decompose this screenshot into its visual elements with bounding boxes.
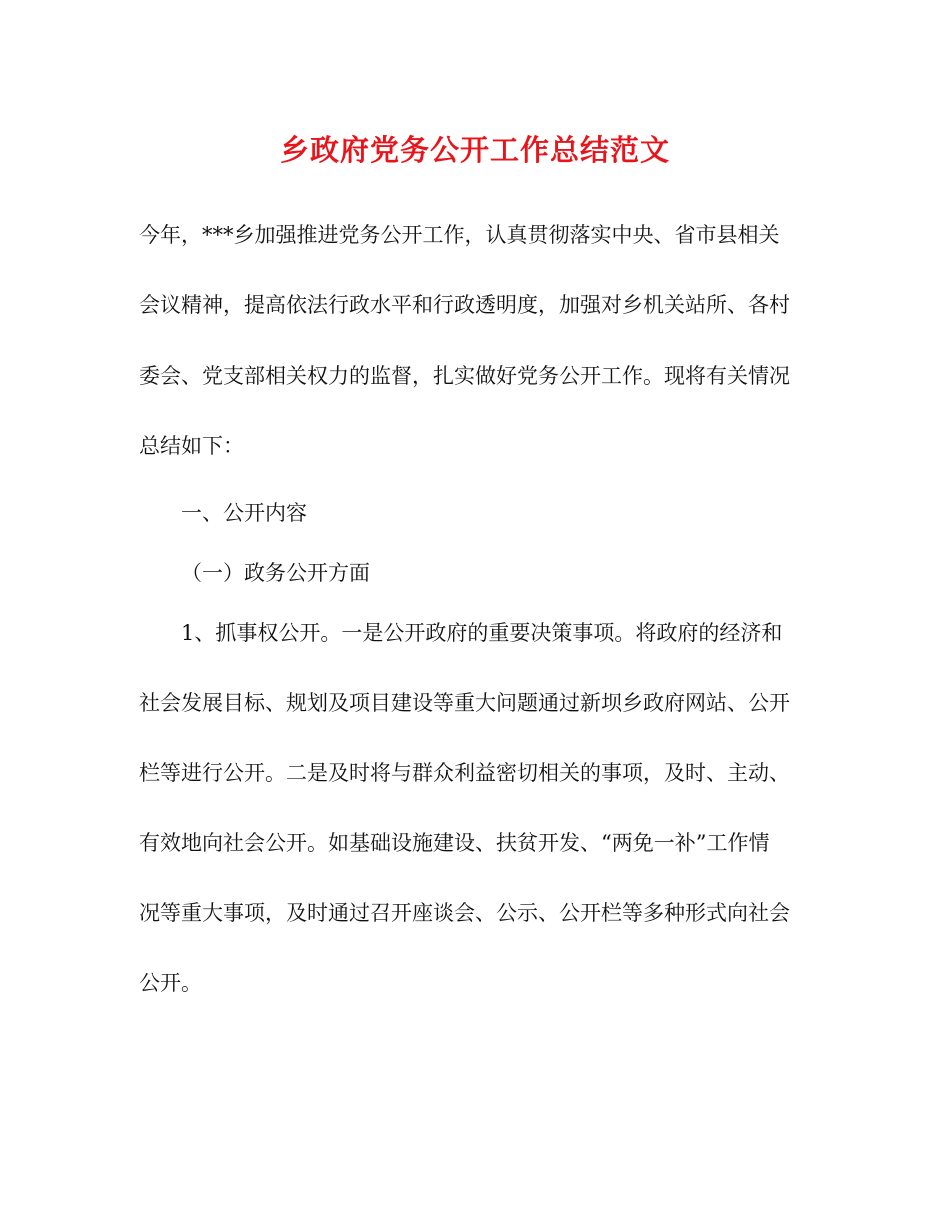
- document-title: 乡政府党务公开工作总结范文: [279, 133, 670, 167]
- body-line-2: 会议精神，提高依法行政水平和行政透明度，加强对乡机关站所、各村: [139, 293, 790, 317]
- body-line-11: 况等重大事项，及时通过召开座谈会、公示、公开栏等多种形式向社会: [139, 901, 790, 925]
- body-line-12: 公开。: [139, 971, 202, 995]
- body-line-1: 今年，***乡加强推进党务公开工作，认真贯彻落实中央、省市县相关: [139, 223, 780, 247]
- body-line-10: 有效地向社会公开。如基础设施建设、扶贫开发、“两免一补”工作情: [139, 831, 770, 855]
- body-line-4: 总结如下：: [139, 434, 244, 458]
- body-line-3: 委会、党支部相关权力的监督，扎实做好党务公开工作。现将有关情况: [139, 364, 790, 388]
- body-line-9: 栏等进行公开。二是及时将与群众利益密切相关的事项，及时、主动、: [139, 761, 790, 785]
- body-line-7: 1、抓事权公开。一是公开政府的重要决策事项。将政府的经济和: [181, 621, 783, 645]
- subsection-heading: （一）政务公开方面: [181, 561, 370, 585]
- body-line-8: 社会发展目标、规划及项目建设等重大问题通过新坝乡政府网站、公开: [139, 691, 790, 715]
- section-heading: 一、公开内容: [181, 501, 307, 525]
